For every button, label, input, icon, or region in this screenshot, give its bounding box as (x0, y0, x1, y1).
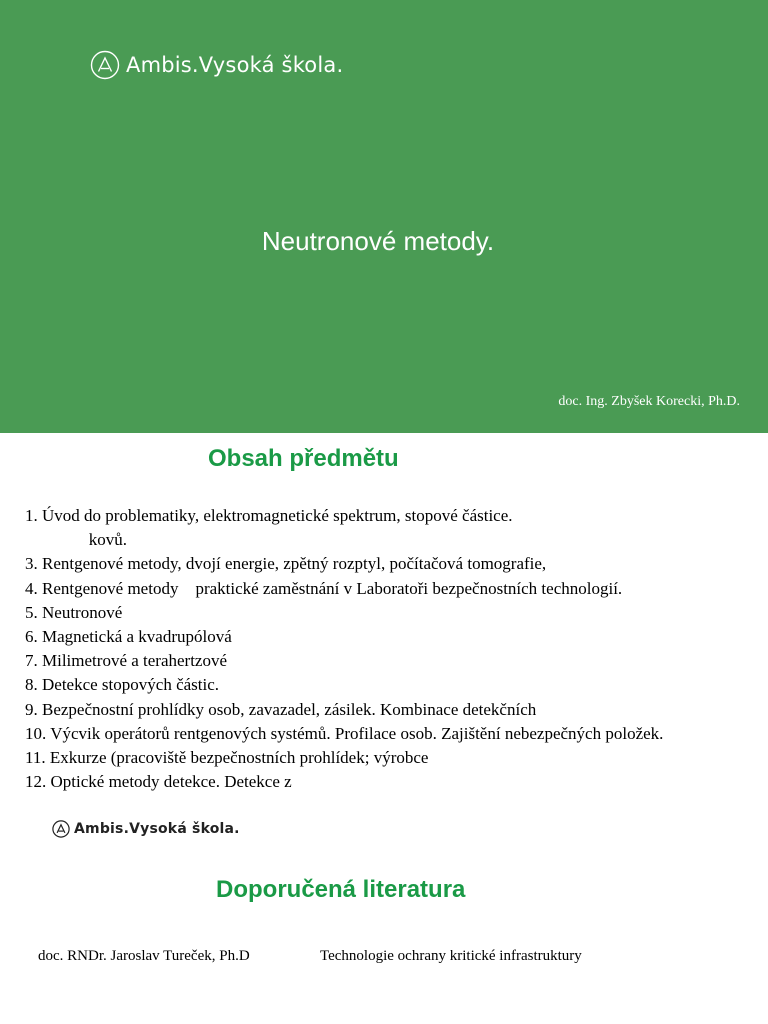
logo-text: Ambis.Vysoká škola. (126, 53, 344, 77)
section-heading-literature: Doporučená literatura (216, 876, 466, 903)
list-item: 8. Detekce stopových částic. (25, 675, 220, 695)
author-name: doc. Ing. Zbyšek Korecki, Ph.D. (558, 394, 740, 409)
ambis-logo-icon (52, 820, 70, 838)
list-item: 11. Exkurze (pracoviště bezpečnostních prohlídek; výrobce (25, 748, 429, 768)
list-item: 4. Rentgenové metody praktické zaměstnání v Laboratoři bezpečnostních technologií. (25, 578, 623, 598)
literature-title: Technologie ochrany kritické infrastruktury (320, 948, 582, 964)
ambis-logo (90, 50, 343, 80)
title-slide (0, 0, 768, 433)
list-item: 5. Neutronové (25, 602, 123, 622)
ambis-logo-icon (90, 50, 120, 80)
ambis-logo-small (52, 820, 240, 838)
list-item: kovů. (25, 530, 127, 550)
list-item: 1. Úvod do problematiky, elektromagnetické spektrum, stopové částice. (25, 506, 513, 525)
literature-author: doc. RNDr. Jaroslav Tureček, Ph.D (38, 948, 250, 964)
list-item: 7. Milimetrové a terahertzové (25, 651, 228, 671)
list-item: 3. Rentgenové metody, dvojí energie, zpětný rozptyl, počítačová tomografie, (25, 554, 547, 574)
list-item: 10. Výcvik operátorů rentgenových systémů. Profilace osob. Zajištění nebezpečných položek. (25, 723, 664, 743)
slide-title: Neutronové metody. (261, 226, 495, 256)
list-item: 6. Magnetická a kvadrupólová (25, 627, 232, 647)
logo-text: Ambis.Vysoká škola. (74, 821, 240, 837)
content-list (25, 504, 663, 794)
list-item: 12. Optické metody detekce. Detekce z (25, 772, 292, 792)
section-heading-content: Obsah předmětu (208, 445, 399, 472)
list-item: 9. Bezpečnostní prohlídky osob, zavazadel, zásilek. Kombinace detekčních (25, 699, 537, 719)
